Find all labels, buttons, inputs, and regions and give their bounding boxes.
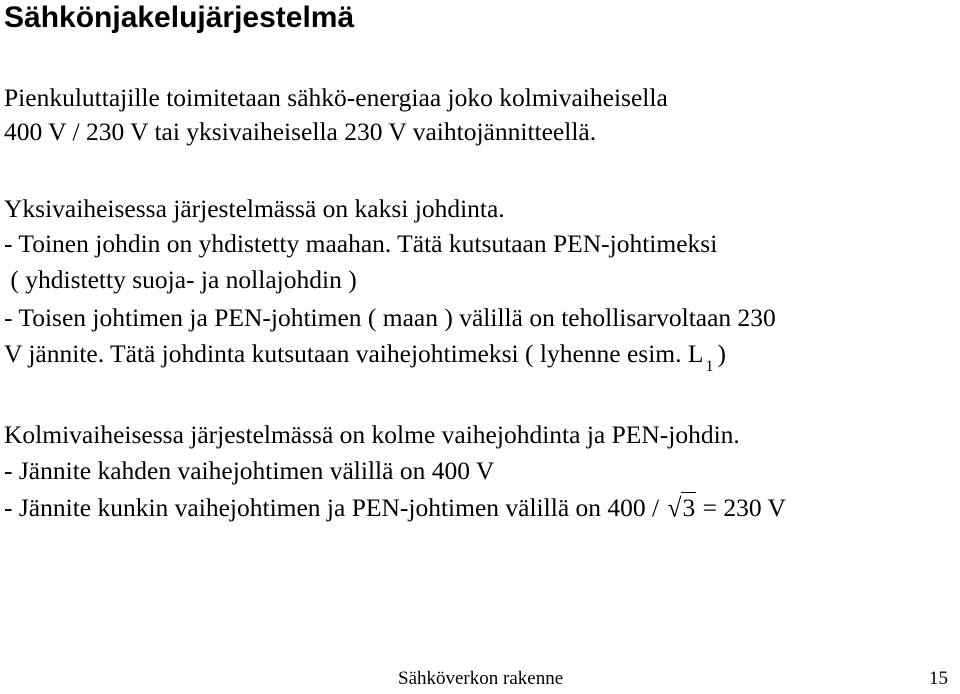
square-root-argument: 3: [682, 493, 696, 522]
page-footer: [0, 667, 960, 691]
paragraph1-line1: Pienkuluttajille toimitetaan sähkö-energiaa joko kolmivaiheisella: [4, 83, 668, 112]
paragraph3-line3-prefix: - Jännite kunkin vaihejohtimen ja PEN-johtimen välillä on 400 /: [4, 493, 666, 522]
footer-title: Sähköverkon rakenne: [398, 668, 564, 689]
paragraph3-line1: Kolmivaiheisessa järjestelmässä on kolme vaihejohdinta ja PEN-johdin.: [4, 420, 740, 449]
paragraph2-line5-end: ): [717, 339, 726, 368]
page-title: Sähkönjakelujärjestelmä: [4, 1, 355, 34]
paragraph2-line5: [4, 339, 726, 373]
page-number: 15: [929, 668, 948, 689]
square-root: [665, 493, 696, 523]
paragraph2-line3: ( yhdistetty suoja- ja nollajohdin ): [4, 265, 357, 294]
phase-subscript: 1: [705, 358, 714, 375]
paragraph2-line2: - Toinen johdin on yhdistetty maahan. Tätä kutsutaan PEN-johtimeksi: [4, 229, 718, 258]
paragraph2-line1: Yksivaiheisessa järjestelmässä on kaksi johdinta.: [4, 194, 505, 223]
paragraph3-line2: - Jännite kahden vaihejohtimen välillä on 400 V: [4, 456, 495, 485]
paragraph3-line3: [4, 493, 786, 523]
square-root-sign: √: [667, 492, 682, 523]
paragraph1-line2: 400 V / 230 V tai yksivaiheisella 230 V vaihtojännitteellä.: [4, 117, 597, 146]
paragraph3-line3-suffix: = 230 V: [696, 493, 786, 522]
paragraph2-line5-text: V jännite. Tätä johdinta kutsutaan vaihejohtimeksi ( lyhenne esim. L: [4, 339, 704, 368]
paragraph2-line4: - Toisen johtimen ja PEN-johtimen ( maan ) välillä on tehollisarvoltaan 230: [4, 303, 776, 332]
